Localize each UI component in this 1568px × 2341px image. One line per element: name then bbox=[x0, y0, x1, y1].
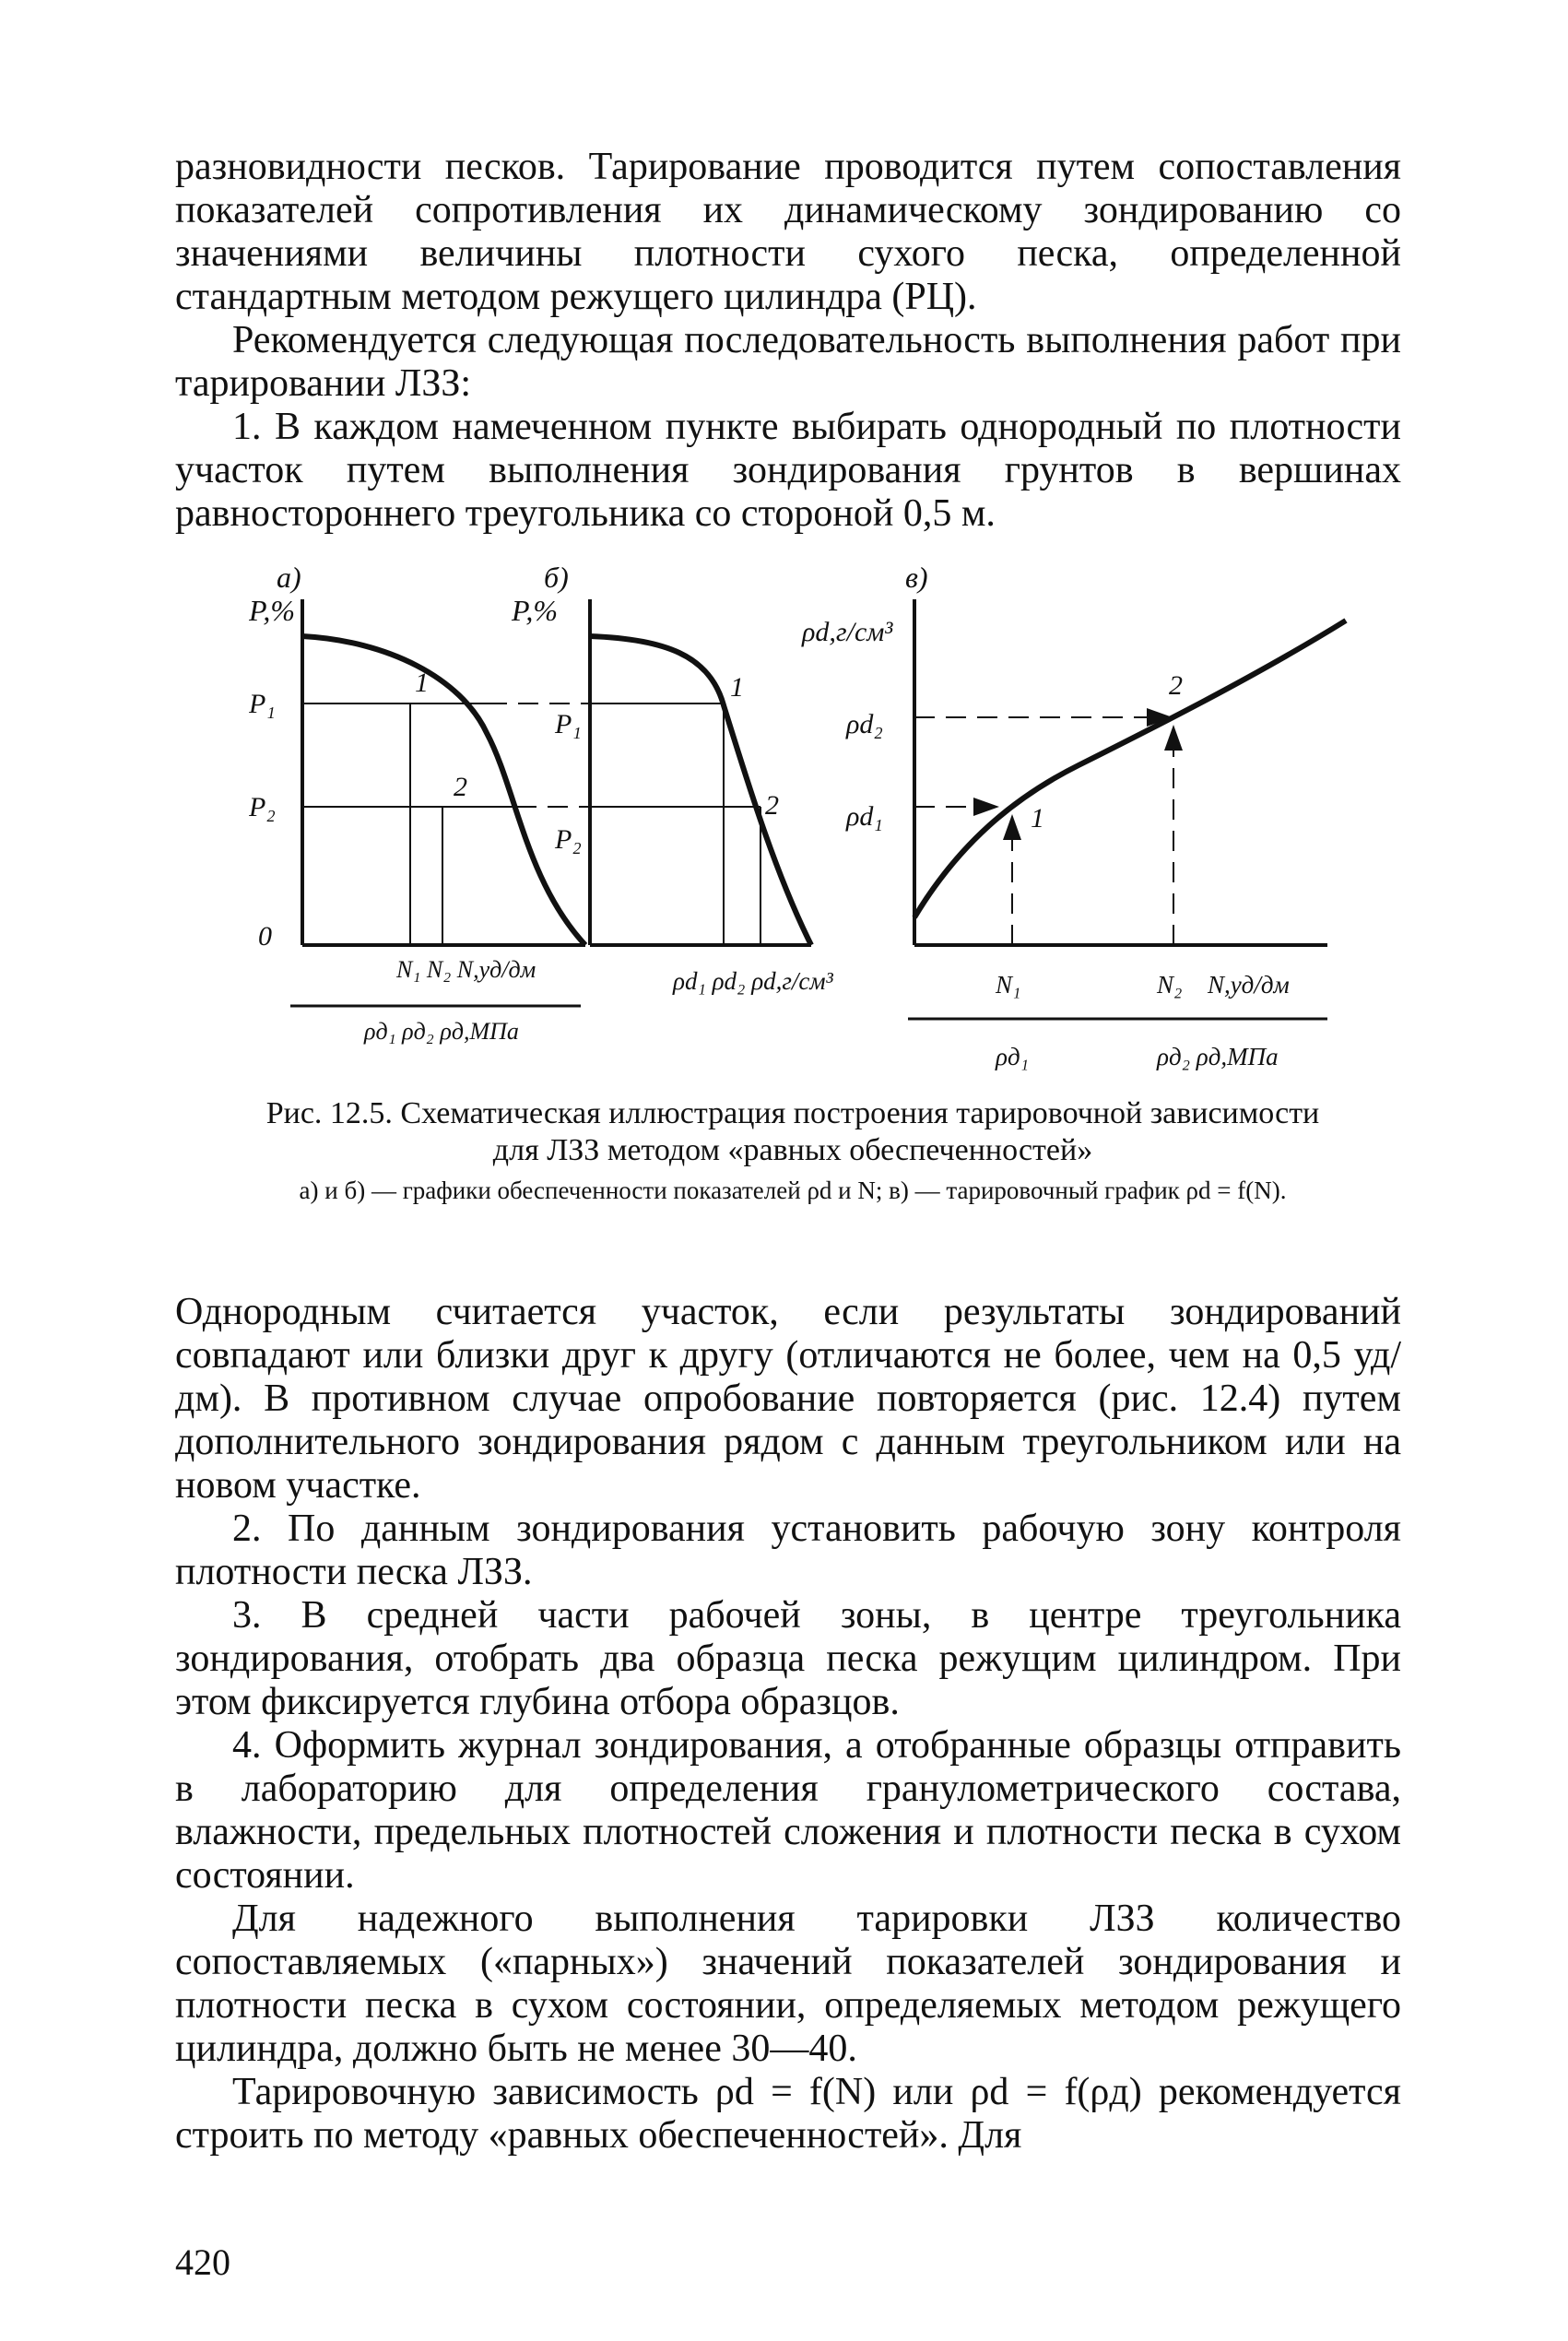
paragraph: разновидности песков. Тарирование проводится путем сопоставления показателей сопротивления их динамическому зондированию со значениями величины плотности сухого песка, определенной стандартным методом режущего цилиндра (РЦ). bbox=[175, 146, 1401, 318]
point-1-a: 1 bbox=[415, 668, 429, 698]
x-label-c: N,уд/дм bbox=[1208, 971, 1290, 999]
caption-main: Рис. 12.5. Схематическая иллюстрация построения тарировочной зависимости для ЛЗЗ методом «равных обеспеченностей» bbox=[265, 1096, 1320, 1167]
paragraph: Для надежного выполнения тарировки ЛЗЗ количество сопоставляемых («парных») значений показателей зондирования и плотности песка в сухом состоянии, определяемых методом режущего цилиндра, должно быть не менее 30—40. bbox=[175, 1898, 1401, 2070]
y-label-a: P,% bbox=[249, 594, 296, 627]
figure-caption bbox=[258, 1095, 1327, 1206]
point-2-c: 2 bbox=[1169, 670, 1183, 701]
n2-label: N₂ bbox=[1157, 971, 1183, 999]
p1-label-b: P₁ bbox=[555, 709, 582, 739]
paragraph: 4. Оформить журнал зондирования, а отобранные образцы отправить в лабораторию для определения гранулометрического состава, влажности, предельных плотностей сложения и плотности песка в сухом состоянии. bbox=[175, 1724, 1401, 1897]
paragraph: Рекомендуется следующая последовательность выполнения работ при тарировании ЛЗЗ: bbox=[175, 319, 1401, 405]
x2-label-a: ρд₁ ρд₂ ρд,МПа bbox=[364, 1018, 519, 1045]
paragraph: 1. В каждом намеченном пункте выбирать однородный по плотности участок путем выполнения зондирования грунтов в вершинах равностороннего треугольника со стороной 0,5 м. bbox=[175, 406, 1401, 535]
figure-12-5 bbox=[249, 567, 1364, 1083]
point-1-c: 1 bbox=[1031, 803, 1044, 834]
rho2-label: ρd₂ bbox=[846, 709, 883, 739]
x-label-b: ρd₁ ρd₂ ρd,г/см³ bbox=[673, 967, 833, 995]
text-block-top bbox=[175, 146, 1401, 536]
paragraph: Однородным считается участок, если результаты зондирований совпадают или близки друг к другу (отличаются не более, чем на 0,5 уд/дм). В противном случае опробование повторяется (рис. 12.4) путем дополнительного зондирования рядом с данным треугольником или на новом участке. bbox=[175, 1291, 1401, 1507]
tag-b: б) bbox=[544, 567, 569, 594]
caption-sub: а) и б) — графики обеспеченности показателей ρd и N; в) — тарировочный график ρd = f(N). bbox=[299, 1176, 1287, 1204]
point-2-a: 2 bbox=[454, 772, 467, 802]
rho1-label: ρd₁ bbox=[846, 801, 883, 832]
p2-label-a: P₂ bbox=[249, 792, 276, 822]
text-block-bottom bbox=[175, 1291, 1401, 2158]
point-2-b: 2 bbox=[765, 790, 779, 821]
page-number: 420 bbox=[175, 2241, 230, 2283]
tag-a: а) bbox=[277, 567, 301, 594]
tag-c: в) bbox=[905, 567, 928, 594]
figure-diagram bbox=[249, 567, 1364, 1083]
paragraph: 3. В средней части рабочей зоны, в центре треугольника зондирования, отобрать два образца песка режущим цилиндром. При этом фиксируется глубина отбора образцов. bbox=[175, 1594, 1401, 1723]
curve bbox=[914, 621, 1346, 917]
x-label-a: N₁ N₂ N,уд/дм bbox=[396, 956, 536, 983]
panel-a bbox=[249, 567, 618, 1045]
x2-label-c: ρд₂ ρд,МПа bbox=[1157, 1043, 1279, 1070]
zero-label: 0 bbox=[258, 921, 272, 952]
rd1-label: ρд₁ bbox=[996, 1043, 1030, 1070]
p2-label-b: P₂ bbox=[555, 824, 582, 855]
panel-b bbox=[511, 567, 834, 995]
p1-label-a: P₁ bbox=[249, 689, 276, 719]
y-label-c: ρd,г/см³ bbox=[802, 617, 893, 647]
point-1-b: 1 bbox=[730, 672, 744, 703]
panel-c bbox=[801, 567, 1346, 1070]
paragraph: 2. По данным зондирования установить рабочую зону контроля плотности песка ЛЗЗ. bbox=[175, 1507, 1401, 1593]
n1-label: N₁ bbox=[996, 971, 1021, 999]
paragraph: Тарировочную зависимость ρd = f(N) или ρd = f(ρд) рекомендуется строить по методу «равных обеспеченностей». Для bbox=[175, 2071, 1401, 2157]
y-label-b: P,% bbox=[512, 594, 559, 627]
curve bbox=[302, 636, 585, 945]
